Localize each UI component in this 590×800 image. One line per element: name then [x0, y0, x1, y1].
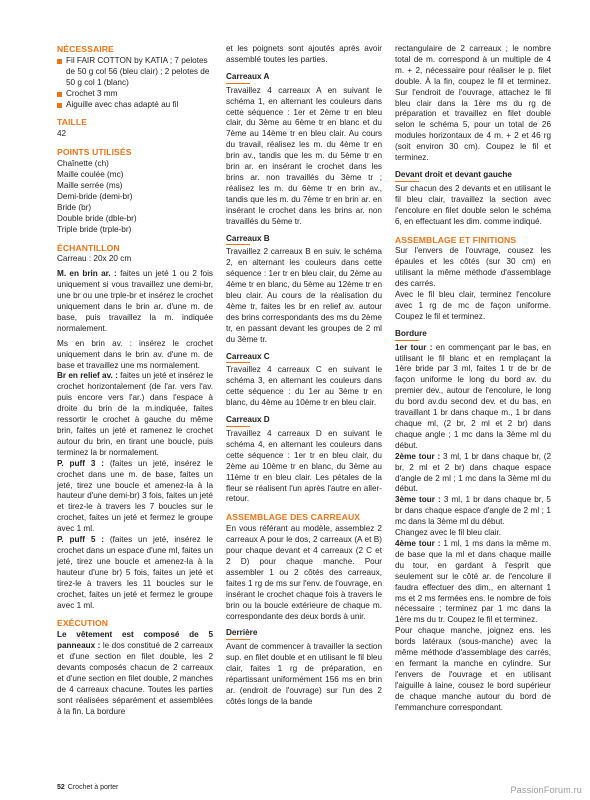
- column-3: [395, 44, 551, 713]
- bordure-title: Bordure: [395, 328, 427, 338]
- column-2: [226, 44, 382, 708]
- title-underline: [226, 244, 250, 245]
- title-underline: [226, 362, 250, 363]
- page-number: 52: [57, 784, 65, 791]
- title-underline: [226, 426, 250, 427]
- tour-1: 1er tour : en commençant par le bas, en utilisant le fil blanc et en remplaçant la 1ère bride par 3 ml, faites 1 tr de br de façon uniforme le long du bord av. du premier dev., autour de l'encolure, le long du bord av.du second dev. et du bas, en travaillant 1 br dans chaque m., 1 br dans chaque ml, (2 br, 2 ml et 2 br) dans chaque angle ; 1 mc dans la 3ème ml du début.: [395, 342, 551, 450]
- section-heading-points: POINTS UTILISÉS: [57, 147, 132, 158]
- manche-text: Pour chaque manche, joignez ens. les bords latéraux (sous-manche) avec la même méthode d'assemblage des carrés, en fermant la manche en cylindre. Sur l'envers de l'ouvrage et en utilisant l'aiguille à laine, cousez le bord supérieur de chaque manche autour du bord de l'emmanchure correspondant.: [395, 626, 551, 712]
- tour-3: 3ème tour : 3 ml, 1 br dans chaque br, 5 br dans chaque espace d'angle de 2 ml ; 1 mc dans la 3ème ml du début.: [395, 495, 551, 527]
- stitch-definition: P. puff 5 : (faites un jeté, insérez le crochet dans un espace d'une ml, faites un jeté, tirez une boucle et amenez-la à la hauteur d'une br) 5 fois, faites un jeté et tirez-le à travers les 11 boucles sur le crochet, faites un jeté et fermez le groupe avec 1 ml.: [57, 535, 213, 610]
- derriere-text: Avant de commencer à travailler la section sup. en filet double et en utilisant le fil bleu clair, faites 1 rg de préparation, en répartissant uniformément 156 ms en brin ar. (endroit de l'ouvrage) sur l'un des 2 côtés longs de la bande: [226, 642, 382, 706]
- tour-3-after: Changez avec le fil bleu clair.: [395, 528, 502, 538]
- section-heading-finitions: ASSEMBLAGE ET FINITIONS: [395, 234, 517, 245]
- section-heading-necessaire: NÉCESSAIRE: [57, 44, 114, 54]
- material-item: Crochet 3 mm: [57, 89, 213, 100]
- carreaux-c-text: Travaillez 4 carreaux C en suivant le schéma 3, en alternant les couleurs dans cette séquence : du 1er au 3ème tr en blanc, du 4ème au 10ème tr en bleu clair.: [226, 365, 382, 408]
- devant-text: Sur chacun des 2 devants et en utilisant le fil bleu clair, travaillez la section avec l'encolure en filet double selon le schéma 6, en effectuant les dim. comme indiqué.: [395, 183, 551, 226]
- devant-title: Devant droit et devant gauche: [395, 169, 512, 179]
- section-heading-execution: EXÉCUTION: [57, 618, 109, 629]
- title-underline: [226, 83, 250, 84]
- column-1: [57, 44, 213, 718]
- carreaux-a-text: Travaillez 4 carreaux A en suivant le schéma 1, en alternant les couleurs dans cette séquence : 1er et 2ème tr en bleu clair, du 3ème au 6ème tr en blanc et du 7ème au 14ème tr en bleu clair. Au cours du travail, réalisez les m. du 4ème tr en brin av., tandis que les m. du 5ème tr en brin ar. en insérant le crochet dans les brins ar. non travaillés du 3ème tr ; réalisez les m. du 6ème tr en brin av., tandis que les m. du 7ème tr en brin ar. en insérant le crochet dans les brins ar. non travaillés du 5ème tr.: [226, 85, 382, 226]
- finitions-text-2: Avec le fil bleu clair, terminez l'encolure avec 1 rg de mc de façon uniforme. Coupez le fil et terminez.: [395, 290, 551, 321]
- page-footer: [57, 784, 118, 791]
- carreaux-c-title: Carreaux C: [226, 351, 270, 361]
- intro-paragraph: et les poignets sont ajoutés après avoir assemblé toutes les parties.: [226, 44, 382, 64]
- stitch-item: Double bride (dble-br): [57, 213, 137, 223]
- carreaux-b-title: Carreaux B: [226, 233, 270, 243]
- section-heading-assemblage: ASSEMBLAGE DES CARREAUX: [226, 512, 361, 523]
- title-underline: [395, 181, 419, 182]
- section-heading-taille: TAILLE: [57, 117, 88, 128]
- square-bullet-icon: [57, 103, 62, 108]
- execution-paragraph: Le vêtement est composé de 5 panneaux : le dos constitué de 2 carreaux et d'une section en filet double, les 2 devants composés chacun de 2 carreaux et d'une section en filet double, 2 manches de 4 carreaux chacune. Toutes les parties sont réalisées séparément et assemblées à la fin. La bordure: [57, 630, 213, 716]
- stitch-item: Maille coulée (mc): [57, 170, 124, 180]
- stitch-item: Demi-bride (demi-br): [57, 191, 133, 201]
- stitch-definition: P. puff 3 : (faites un jeté, insérez le crochet dans une m. de base, faites un jeté, tirez une boucle et amenez-la à la hauteur d'une demi-br) 3 fois, faites un jeté et tirez-le à travers les 7 boucles sur le crochet, faites un jeté et fermez le groupe avec 1 ml.: [57, 458, 213, 534]
- stitch-definition: Ms en brin av. : insérez le crochet uniquement dans le brin av. d'une m. de base et travaillez une ms normalement.: [57, 338, 213, 370]
- finitions-text: Sur l'envers de l'ouvrage, cousez les épaules et les côtés (sur 30 cm) en utilisant la même méthode d'assemblage des carrés.: [395, 246, 551, 289]
- taille-value: 42: [57, 129, 67, 139]
- carreaux-b-text: Travaillez 2 carreaux B en suiv. le schéma 2, en alternant les couleurs dans cette séquence : 1er tr en bleu clair, du 2ème au 4ème tr en blanc, du 5ème au 12ème tr en bleu clair. Au cours de la réalisation du 4ème tr, faites les br en relief av. autour des brins correspondants des ms du 2ème tr, en passant devant les groupes de 2 ml du 3ème tr.: [226, 247, 382, 344]
- square-bullet-icon: [57, 59, 62, 64]
- stitch-definition: M. en brin ar. : faites un jeté 1 ou 2 fois uniquement si vous travaillez une demi-br, une br ou une trple-br et insérez le crochet uniquement dans le brin ar. d'une m. de base, puis travaillez la m. indiquée normalement.: [57, 269, 213, 333]
- derriere-continued: rectangulaire de 2 carreaux ; le nombre total de m. correspond à un multiple de 4 m. + 2, nécessaire pour réaliser le p. filet double. À la fin, coupez le fil et terminez. Sur l'endroit de l'ouvrage, attachez le fil bleu clair dans la 1ère ms du rg de préparation et travaillez en filet double selon le schéma 5, pour un total de 26 modules horizontaux de 4 m. + 2 et 46 rg (soit environ 30 cm). Coupez le fil et terminez.: [395, 44, 551, 163]
- echantillon-value: Carreau : 20x 20 cm: [57, 254, 132, 264]
- tour-4: 4ème tour : 1 ml, 1 ms dans la même m. de base que la ml et dans chaque maille du tour, en gardant à l'esprit que seulement sur le côté ar. de l'encolure il faudra effectuer des dim., en alternant 1 ms et 2 ms fermées ens. le nombre de fois nécessaire ; terminez par 1 mc dans la 1ère ms du tr. Coupez le fil et terminez.: [395, 538, 551, 625]
- material-item: Fil FAIR COTTON by KATIA ; 7 pelotes de 50 g col 56 (bleu clair) ; 2 pelotes de 50 g col 1 (blanc): [57, 56, 213, 89]
- title-underline: [226, 639, 250, 640]
- carreaux-d-text: Travaillez 4 carreaux D en suivant le schéma 4, en alternant les couleurs dans cette séquence : 1er tr en bleu clair, du 2ème au 10ème tr en blanc, du 3ème au 11ème tr en bleu clair. Les pétales de la fleur se réalisent l'un après l'autre en aller-retour.: [226, 429, 382, 504]
- tour-2: 2ème tour : 3 ml, 1 br dans chaque br, (2 br, 2 ml et 2 br) dans chaque espace d'angle de 2 ml ; 1 mc dans la 3ème ml du début.: [395, 451, 552, 494]
- carreaux-d-title: Carreaux D: [226, 415, 270, 425]
- derriere-title: Derrière: [226, 628, 258, 638]
- title-underline: [395, 340, 419, 341]
- stitch-item: Maille serrée (ms): [57, 180, 123, 190]
- section-heading-echantillon: ÉCHANTILLON: [57, 242, 120, 253]
- stitch-item: Triple bride (trple-br): [57, 224, 132, 234]
- assemblage-text: En vous référant au modèle, assemblez 2 carreaux A pour le dos, 2 carreaux (A et B) pour chaque devant et 4 carreaux (2 C et 2 D) pour chaque manche. Pour assembler 1 ou 2 côtés des carreaux, faites 1 rg de ms sur l'env. de l'ouvrage, en insérant le crochet chaque fois à travers le brin ou la boucle extérieure de chaque m. correspondante des deux bords à unir.: [226, 524, 382, 621]
- material-item: Aiguille avec chas adapté au fil: [57, 100, 213, 111]
- watermark: PassionForum.ru: [510, 785, 582, 795]
- stitch-definition: Br en relief av. : faites un jeté et insérez le crochet horizontalement (de l'ar. vers l'av. puis encore vers l'ar.) dans l'espace à droite du brin de la m.indiquée, faites ressortir le crochet à gauche du même brin, faites un jeté et ramenez le crochet autour du brin, en tirant une boucle, puis terminez la br normalement.: [57, 371, 213, 457]
- stitch-item: Chaînette (ch): [57, 159, 109, 169]
- magazine-name: Crochet à porter: [67, 784, 119, 791]
- stitch-item: Bride (br): [57, 202, 92, 212]
- square-bullet-icon: [57, 92, 62, 97]
- carreaux-a-title: Carreaux A: [226, 71, 270, 81]
